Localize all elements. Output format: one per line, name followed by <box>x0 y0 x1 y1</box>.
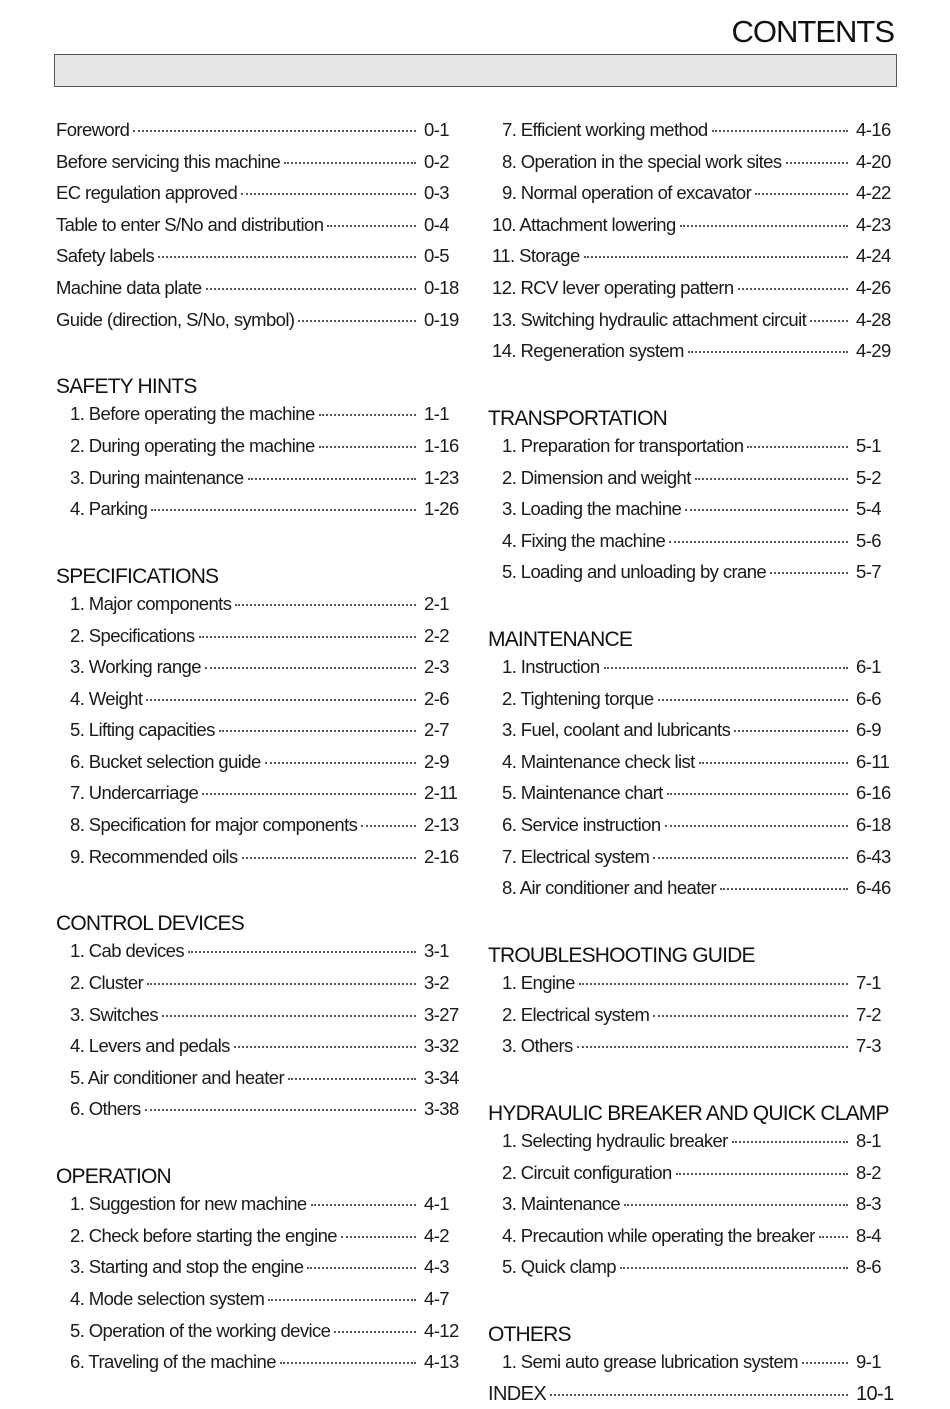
section-heading: SPECIFICATIONS <box>56 564 219 588</box>
toc-entry-label: Machine data plate <box>56 276 202 298</box>
toc-entry-label: 3. Others <box>502 1035 573 1057</box>
toc-entry-label: 1. Instruction <box>502 656 600 678</box>
toc-entry-page: 0-1 <box>424 119 449 140</box>
dot-leader <box>786 162 848 164</box>
toc-entry-page: 5-2 <box>856 466 881 488</box>
dot-leader <box>298 320 416 322</box>
toc-entry-label: 12. RCV lever operating pattern <box>492 276 734 298</box>
toc-entry-page: 1-23 <box>424 466 459 488</box>
toc-entry-label: 9. Recommended oils <box>70 845 238 867</box>
toc-entry[interactable] <box>488 214 892 246</box>
toc-entry-label: EC regulation approved <box>56 182 238 204</box>
toc-entry[interactable] <box>56 656 462 688</box>
toc-entry[interactable] <box>488 467 892 499</box>
toc-entry[interactable] <box>488 498 892 530</box>
dot-leader <box>199 636 416 638</box>
toc-entry-page: 0-5 <box>424 245 449 267</box>
toc-entry-label: 4. Weight <box>70 687 143 709</box>
dot-leader <box>720 888 848 890</box>
dot-leader <box>319 414 416 416</box>
toc-entry[interactable] <box>56 1256 462 1288</box>
section-heading: TRANSPORTATION <box>488 406 667 430</box>
toc-entry[interactable] <box>488 1035 892 1067</box>
toc-entry-page: 8-3 <box>856 1193 881 1215</box>
toc-entry-label: 8. Specification for major components <box>70 814 358 836</box>
dot-leader <box>695 478 848 480</box>
toc-entry-label: 3. Starting and stop the engine <box>70 1256 304 1278</box>
toc-entry-label: 1. Cab devices <box>70 940 184 962</box>
toc-entry-label: Table to enter S/No and distribution <box>56 213 324 235</box>
toc-entry[interactable] <box>56 435 462 467</box>
dot-leader <box>206 288 416 290</box>
toc-entry-label: 8. Air conditioner and heater <box>502 877 717 899</box>
dot-leader <box>667 793 848 795</box>
toc-entry-page: 4-2 <box>424 1224 449 1246</box>
dot-leader <box>242 857 416 859</box>
dot-leader <box>241 193 416 195</box>
dot-leader <box>307 1267 416 1269</box>
toc-entry-page: 4-23 <box>856 213 891 235</box>
toc-entry-label: 10. Attachment lowering <box>492 213 676 235</box>
dot-leader <box>577 1046 848 1048</box>
spacer <box>488 372 892 404</box>
toc-entry-page: 4-20 <box>856 150 891 172</box>
dot-leader <box>620 1267 848 1269</box>
toc-entry[interactable] <box>56 1351 462 1383</box>
section-heading: SAFETY HINTS <box>56 375 197 399</box>
toc-entry-label: 2. Electrical system <box>502 1003 650 1025</box>
section-heading: OPERATION <box>56 1165 171 1189</box>
toc-entry[interactable] <box>488 719 892 751</box>
toc-entry-page: 8-4 <box>856 1224 881 1246</box>
toc-entry-page: 2-9 <box>424 750 449 772</box>
toc-entry[interactable] <box>488 688 892 720</box>
dot-leader <box>334 1331 416 1333</box>
toc-entry[interactable] <box>56 719 462 751</box>
section-heading: HYDRAULIC BREAKER AND QUICK CLAMP <box>488 1102 889 1125</box>
toc-entry-page: 3-27 <box>424 1003 459 1025</box>
toc-entry-label: 2. Tightening torque <box>502 687 654 709</box>
page-title: CONTENTS <box>731 14 894 49</box>
toc-entry[interactable] <box>56 1004 462 1036</box>
dot-leader <box>819 1236 848 1238</box>
toc-entry-label: 4. Levers and pedals <box>70 1035 230 1057</box>
toc-entry[interactable] <box>56 1098 462 1130</box>
toc-entry-page: 5-6 <box>856 529 881 551</box>
toc-entry[interactable] <box>56 182 462 214</box>
toc-entry-page: 2-13 <box>424 814 459 836</box>
toc-entry-page: 5-7 <box>856 561 881 583</box>
toc-entry-label: 5. Lifting capacities <box>70 719 215 741</box>
section-heading: OTHERS <box>488 1323 571 1347</box>
toc-entry[interactable] <box>56 403 462 435</box>
toc-entry-page: 8-6 <box>856 1256 881 1278</box>
toc-entry-page: 3-1 <box>424 940 449 962</box>
dot-leader <box>162 1015 416 1017</box>
dot-leader <box>685 509 848 511</box>
toc-entry-label: 4. Fixing the machine <box>502 529 666 551</box>
toc-entry-label: 2. During operating the machine <box>70 434 315 456</box>
toc-entry-label: 5. Air conditioner and heater <box>70 1066 285 1088</box>
toc-entry[interactable] <box>56 1225 462 1257</box>
toc-entry-page: 8-2 <box>856 1161 881 1183</box>
toc-entry-label: 6. Service instruction <box>502 814 661 836</box>
toc-entry[interactable] <box>56 498 462 530</box>
toc-entry-label: 3. Fuel, coolant and lubricants <box>502 719 731 741</box>
toc-entry[interactable] <box>56 846 462 878</box>
toc-entry-label: 6. Bucket selection guide <box>70 750 261 772</box>
toc-entry-page: 4-29 <box>856 340 891 362</box>
toc-entry[interactable] <box>488 340 892 372</box>
toc-entry-label: 1. Before operating the machine <box>70 403 315 425</box>
dot-leader <box>676 1173 848 1175</box>
header-bar <box>54 54 897 87</box>
toc-entry-page: 0-3 <box>424 182 449 204</box>
toc-entry-page: 7-2 <box>856 1003 881 1025</box>
toc-entry-page: 2-16 <box>424 845 459 867</box>
toc-entry[interactable] <box>488 277 892 309</box>
toc-entry[interactable] <box>488 1256 892 1288</box>
toc-entry-page: 10-1 <box>856 1382 894 1405</box>
toc-entry-page: 7-3 <box>856 1035 881 1057</box>
toc-entry[interactable] <box>488 530 892 562</box>
toc-entry-page: 4-3 <box>424 1256 449 1278</box>
toc-entry[interactable] <box>488 182 892 214</box>
toc-entry-page: 2-1 <box>424 592 449 614</box>
index-entry[interactable] <box>488 1383 892 1409</box>
dot-leader <box>653 857 848 859</box>
dot-leader <box>268 1299 416 1301</box>
spacer <box>488 1288 892 1320</box>
toc-entry[interactable] <box>56 782 462 814</box>
toc-entry-label: 4. Mode selection system <box>70 1287 265 1309</box>
spacer <box>56 340 462 372</box>
dot-leader <box>669 541 848 543</box>
toc-entry[interactable] <box>56 625 462 657</box>
toc-entry-page: 4-12 <box>424 1319 459 1341</box>
toc-entry-label: 6. Traveling of the machine <box>70 1351 276 1373</box>
toc-entry[interactable] <box>56 119 462 151</box>
dot-leader <box>248 478 416 480</box>
dot-leader <box>341 1236 416 1238</box>
toc-entry-label: Before servicing this machine <box>56 150 281 172</box>
toc-entry-label: 4. Precaution while operating the breaker <box>502 1224 815 1246</box>
toc-entry[interactable] <box>56 1193 462 1225</box>
toc-entry-label: 3. Maintenance <box>502 1193 621 1215</box>
dot-leader <box>235 604 416 606</box>
dot-leader <box>133 130 416 132</box>
toc-entry[interactable] <box>488 309 892 341</box>
toc-entry-page: 1-16 <box>424 434 459 456</box>
toc-entry[interactable] <box>488 846 892 878</box>
section-heading: CONTROL DEVICES <box>56 912 244 936</box>
dot-leader <box>147 983 416 985</box>
dot-leader <box>205 667 416 669</box>
toc-entry-label: 2. Circuit configuration <box>502 1161 672 1183</box>
toc-entry-page: 3-38 <box>424 1098 459 1120</box>
toc-entry-page: 6-43 <box>856 845 891 867</box>
toc-entry-label: 3. Switches <box>70 1003 158 1025</box>
toc-entry[interactable] <box>488 1351 892 1383</box>
toc-entry-label: Safety labels <box>56 245 155 267</box>
toc-entry-page: 6-9 <box>856 719 881 741</box>
toc-entry-page: 4-13 <box>424 1351 459 1373</box>
toc-entry[interactable] <box>488 1130 892 1162</box>
toc-entry[interactable] <box>56 467 462 499</box>
dot-leader <box>202 793 416 795</box>
toc-entry[interactable] <box>56 277 462 309</box>
toc-entry[interactable] <box>56 151 462 183</box>
toc-entry-label: 5. Operation of the working device <box>70 1319 331 1341</box>
toc-entry-label: 2. Dimension and weight <box>502 466 691 488</box>
toc-entry-label: 3. Working range <box>70 656 201 678</box>
toc-entry-label: 5. Maintenance chart <box>502 782 663 804</box>
toc-entry-page: 4-22 <box>856 182 891 204</box>
toc-entry-label: 5. Loading and unloading by crane <box>502 561 767 583</box>
toc-entry[interactable] <box>488 1162 892 1194</box>
toc-entry-page: 5-1 <box>856 434 881 456</box>
toc-entry-page: 9-1 <box>856 1351 881 1373</box>
toc-entry[interactable] <box>56 309 462 341</box>
toc-entry-page: 4-26 <box>856 276 891 298</box>
toc-entry-page: 0-19 <box>424 308 459 330</box>
dot-leader <box>234 1046 416 1048</box>
toc-entry-label: 1. Selecting hydraulic breaker <box>502 1130 728 1151</box>
dot-leader <box>770 572 848 574</box>
toc-entry-label: 1. Suggestion for new machine <box>70 1193 307 1215</box>
toc-entry[interactable] <box>56 814 462 846</box>
dot-leader <box>284 162 416 164</box>
toc-entry[interactable] <box>488 972 892 1004</box>
dot-leader <box>680 225 848 227</box>
toc-entry-page: 3-34 <box>424 1066 459 1088</box>
dot-leader <box>327 225 416 227</box>
spacer <box>488 593 892 625</box>
toc-entry-label: 13. Switching hydraulic attachment circuit <box>492 308 807 330</box>
dot-leader <box>688 351 848 353</box>
dot-leader <box>188 951 416 953</box>
toc-entry-label: 4. Maintenance check list <box>502 750 695 772</box>
spacer <box>56 1130 462 1162</box>
dot-leader <box>755 193 848 195</box>
dot-leader <box>802 1362 848 1364</box>
toc-entry-label: 1. Major components <box>70 592 232 614</box>
toc-entry-label: 1. Semi auto grease lubrication system <box>502 1351 798 1373</box>
toc-entry-label: 7. Efficient working method <box>502 119 708 140</box>
toc-entry-label: 1. Preparation for transportation <box>502 434 744 456</box>
toc-entry-page: 6-16 <box>856 782 891 804</box>
dot-leader <box>747 446 848 448</box>
toc-entry-label: Foreword <box>56 119 130 140</box>
toc-entry-page: 5-4 <box>856 498 881 520</box>
dot-leader <box>738 288 848 290</box>
toc-entry-label: 4. Parking <box>70 498 148 520</box>
toc-entry[interactable] <box>488 751 892 783</box>
spacer <box>56 530 462 562</box>
toc-entry-page: 4-24 <box>856 245 891 267</box>
toc-entry-label: 3. During maintenance <box>70 466 244 488</box>
toc-entry[interactable] <box>56 688 462 720</box>
toc-entry-label: Guide (direction, S/No, symbol) <box>56 308 295 330</box>
toc-entry[interactable] <box>56 972 462 1004</box>
toc-left-column <box>56 119 462 1383</box>
toc-entry-label: 14. Regeneration system <box>492 340 684 362</box>
toc-entry-page: 2-3 <box>424 656 449 678</box>
toc-entry-label: INDEX <box>488 1382 547 1405</box>
dot-leader <box>810 320 848 322</box>
toc-entry-label: 7. Electrical system <box>502 845 650 867</box>
dot-leader <box>265 762 416 764</box>
toc-entry-label: 2. Cluster <box>70 972 144 994</box>
section-heading: MAINTENANCE <box>488 628 633 652</box>
dot-leader <box>550 1394 848 1396</box>
toc-entry[interactable] <box>488 151 892 183</box>
dot-leader <box>734 730 848 732</box>
toc-entry-page: 1-26 <box>424 498 459 520</box>
toc-entry-page: 1-1 <box>424 403 449 425</box>
toc-entry-label: 9. Normal operation of excavator <box>502 182 752 204</box>
toc-entry-label: 6. Others <box>70 1098 141 1120</box>
toc-entry[interactable] <box>488 1225 892 1257</box>
toc-entry[interactable] <box>488 877 892 909</box>
dot-leader <box>151 509 416 511</box>
toc-entry[interactable] <box>56 1067 462 1099</box>
toc-entry[interactable] <box>56 1320 462 1352</box>
toc-entry-label: 1. Engine <box>502 972 575 994</box>
toc-entry-label: 11. Storage <box>492 245 580 267</box>
toc-entry-page: 7-1 <box>856 972 881 994</box>
toc-entry-page: 0-2 <box>424 150 449 172</box>
dot-leader <box>158 256 416 258</box>
dot-leader <box>219 730 416 732</box>
toc-entry[interactable] <box>56 1035 462 1067</box>
toc-entry-page: 2-2 <box>424 624 449 646</box>
toc-entry-label: 5. Quick clamp <box>502 1256 616 1278</box>
toc-entry[interactable] <box>488 782 892 814</box>
toc-entry-page: 6-1 <box>856 656 881 678</box>
toc-entry-page: 0-18 <box>424 276 459 298</box>
toc-entry-label: 2. Check before starting the engine <box>70 1224 337 1246</box>
dot-leader <box>146 699 416 701</box>
spacer <box>488 909 892 941</box>
toc-entry-label: 8. Operation in the special work sites <box>502 150 782 172</box>
toc-entry-page: 4-7 <box>424 1287 449 1309</box>
toc-entry-page: 4-16 <box>856 119 891 140</box>
toc-entry[interactable] <box>488 1004 892 1036</box>
dot-leader <box>311 1204 416 1206</box>
toc-entry[interactable] <box>488 1193 892 1225</box>
dot-leader <box>584 256 848 258</box>
dot-leader <box>288 1078 416 1080</box>
spacer <box>488 1067 892 1099</box>
toc-entry[interactable] <box>56 751 462 783</box>
toc-entry-page: 6-46 <box>856 877 891 899</box>
dot-leader <box>665 825 848 827</box>
spacer <box>56 877 462 909</box>
toc-entry-page: 4-1 <box>424 1193 449 1215</box>
toc-entry[interactable] <box>56 1288 462 1320</box>
toc-entry[interactable] <box>488 119 892 151</box>
toc-entry-page: 4-28 <box>856 308 891 330</box>
toc-entry[interactable] <box>56 245 462 277</box>
section-heading: TROUBLESHOOTING GUIDE <box>488 944 755 968</box>
toc-entry[interactable] <box>488 814 892 846</box>
toc-entry-page: 6-11 <box>856 750 890 772</box>
toc-entry-page: 2-6 <box>424 687 449 709</box>
dot-leader <box>145 1109 416 1111</box>
dot-leader <box>624 1204 848 1206</box>
toc-entry-label: 3. Loading the machine <box>502 498 682 520</box>
toc-entry[interactable] <box>488 561 892 593</box>
toc-entry[interactable] <box>488 245 892 277</box>
dot-leader <box>658 699 848 701</box>
dot-leader <box>604 667 848 669</box>
toc-entry[interactable] <box>56 940 462 972</box>
dot-leader <box>699 762 848 764</box>
toc-entry-label: 2. Specifications <box>70 624 195 646</box>
toc-entry-page: 8-1 <box>856 1130 881 1151</box>
toc-entry-page: 0-4 <box>424 213 449 235</box>
toc-entry-page: 2-7 <box>424 719 449 741</box>
dot-leader <box>280 1362 416 1364</box>
toc-entry[interactable] <box>488 656 892 688</box>
toc-right-column <box>488 119 892 1409</box>
toc-entry-page: 2-11 <box>424 782 458 804</box>
toc-entry[interactable] <box>488 435 892 467</box>
toc-entry-page: 6-18 <box>856 814 891 836</box>
toc-entry-label: 7. Undercarriage <box>70 782 199 804</box>
dot-leader <box>732 1141 848 1143</box>
toc-entry[interactable] <box>56 214 462 246</box>
dot-leader <box>319 446 416 448</box>
dot-leader <box>361 825 416 827</box>
toc-entry[interactable] <box>56 593 462 625</box>
toc-entry-page: 3-32 <box>424 1035 459 1057</box>
dot-leader <box>653 1015 848 1017</box>
dot-leader <box>712 130 848 132</box>
toc-entry-page: 6-6 <box>856 687 881 709</box>
dot-leader <box>579 983 848 985</box>
toc-entry-page: 3-2 <box>424 972 449 994</box>
